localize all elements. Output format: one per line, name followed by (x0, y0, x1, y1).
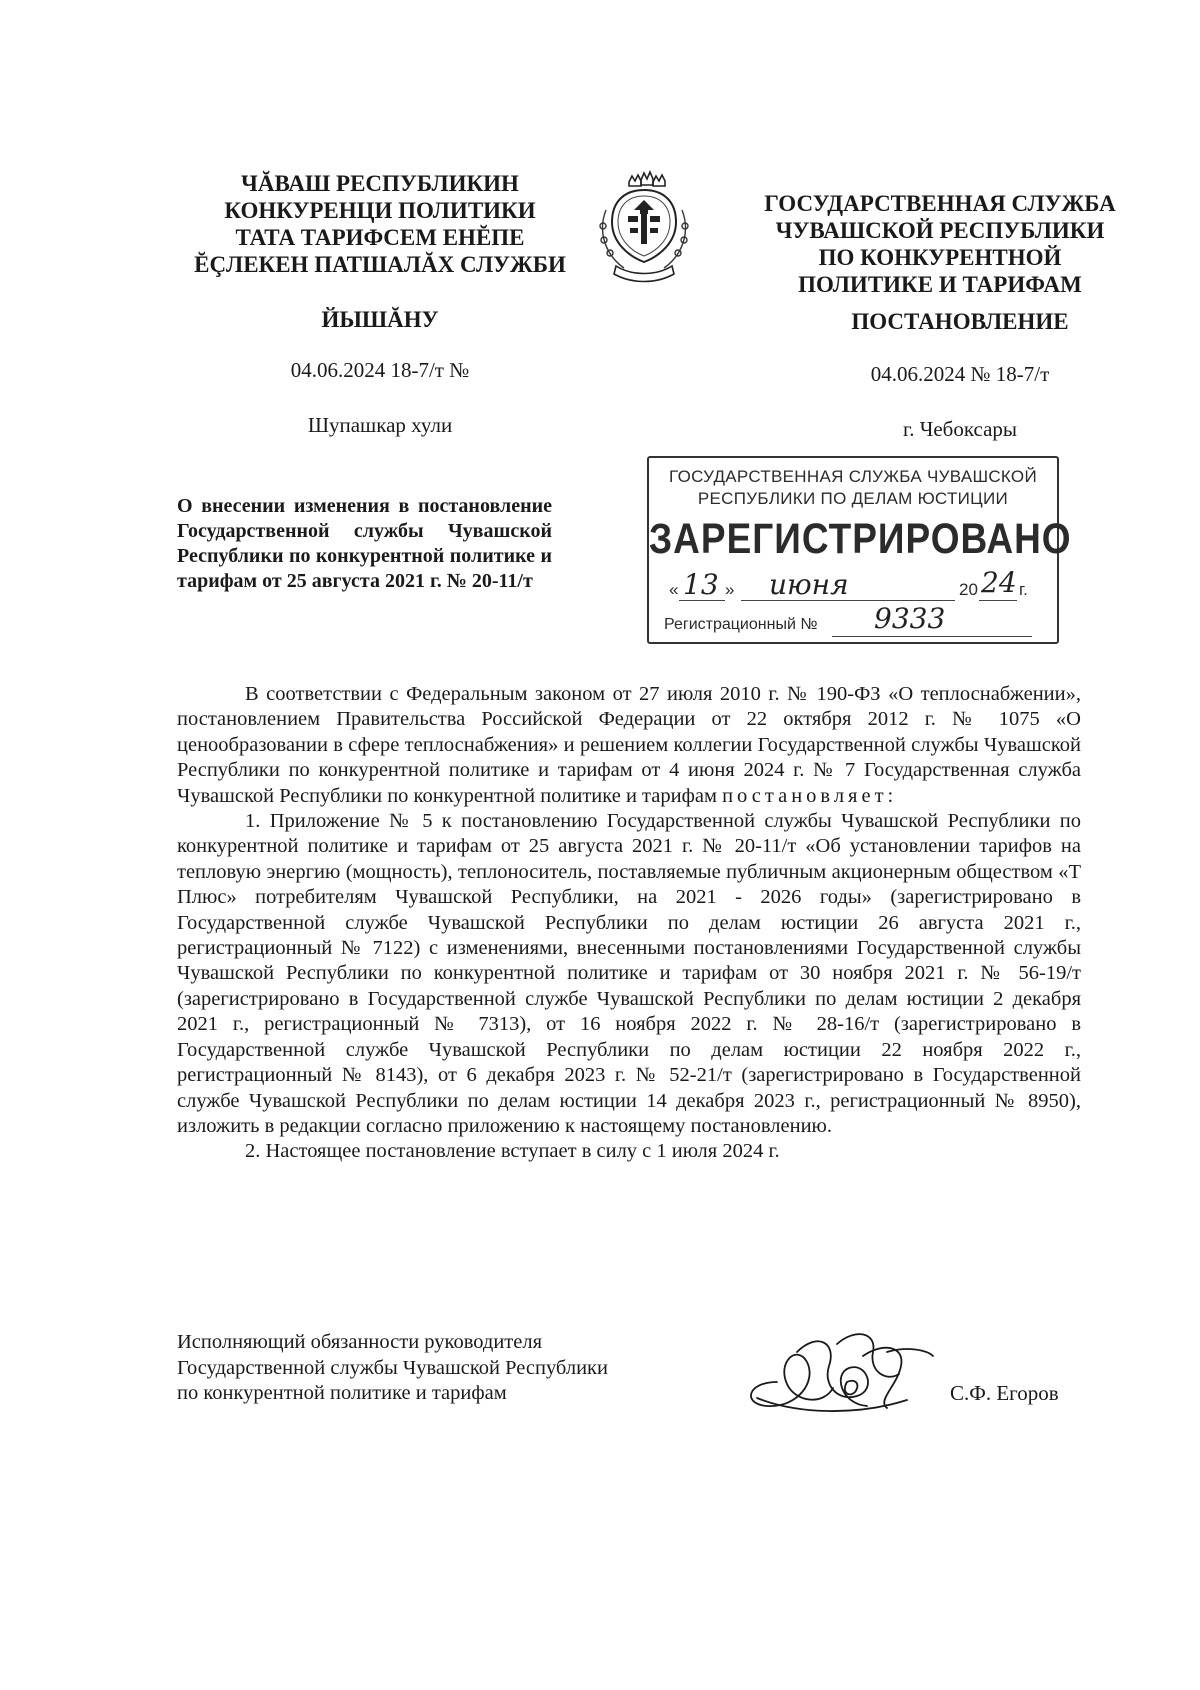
doc-title-right: ПОСТАНОВЛЕНИЕ (851, 309, 1069, 334)
stamp-reg-label: Регистрационный № (664, 616, 818, 633)
header-left-org-line: ТАТА ТАРИФСЕМ ЕНĔПЕ (235, 225, 525, 250)
stamp-open-quote: « (669, 580, 679, 599)
stamp-year-underline (979, 600, 1017, 601)
header-left-org (180, 170, 580, 278)
body-intro-paragraph (177, 682, 1081, 809)
header-right-org (720, 190, 1160, 298)
signer-position (177, 1330, 737, 1407)
header-right-org-line: ЧУВАШСКОЙ РЕСПУБЛИКИ (775, 218, 1105, 243)
doc-date-right: 04.06.2024 № 18-7/т (870, 362, 1050, 386)
stamp-month: июня (769, 568, 849, 601)
body-intro: В соответствии с Федеральным законом от 27 июля 2010 г. № 190-ФЗ «О теплоснабжении», постановлением Правительства Российской Федерации от 22 октября 2012 г. № 1075 «О ценообразовании в сфере теплоснабжения» и решением коллегии Государственной службы Чувашской Республики по конкурентной политике и тарифам от 4 июня 2024 г. № 7 Государственная служба Чувашской Республики по конкурентной политике и тарифам (177, 683, 1081, 807)
registration-stamp (647, 456, 1072, 644)
stamp-reg-underline (832, 636, 1032, 637)
stamp-org-line: ГОСУДАРСТВЕННАЯ СЛУЖБА ЧУВАШСКОЙ (669, 467, 1037, 486)
stamp-close-quote: » (725, 580, 735, 599)
signer-position-line: по конкурентной политике и тарифам (177, 1382, 507, 1404)
signer-position-line: Государственной службы Чувашской Республики (177, 1356, 608, 1379)
stamp-date-row (669, 566, 1047, 604)
stamp-status: ЗАРЕГИСТРИРОВАНО (649, 514, 1072, 562)
signer-position-line: Исполняющий обязанности руководителя (177, 1331, 543, 1353)
stamp-year-mark: г. (1019, 580, 1028, 599)
stamp-org (649, 466, 1057, 510)
doc-title-left: ЙЫШĂНУ (321, 307, 439, 332)
stamp-year-suffix: 24 (981, 566, 1017, 599)
header-right-org-line: ПОЛИТИКЕ И ТАРИФАМ (798, 272, 1082, 297)
stamp-day: 13 (683, 568, 719, 601)
header-left-org-line: КОНКУРЕНЦИ ПОЛИТИКИ (224, 198, 536, 223)
stamp-org-line: РЕСПУБЛИКИ ПО ДЕЛАМ ЮСТИЦИИ (697, 489, 1009, 508)
header-left-org-line: ĔÇЛЕКЕН ПАТШАЛĂХ СЛУЖБИ (194, 252, 566, 277)
chuvash-emblem-icon (594, 170, 694, 285)
doc-subject: О внесении изменения в постановление Государственной службы Чувашской Республики по конкурентной политике и тарифам от 25 августа 2021 г. № 20-11/т (177, 495, 552, 592)
doc-city-right: г. Чебоксары (902, 417, 1018, 441)
header-left-org-line: ЧĂВАШ РЕСПУБЛИКИН (241, 171, 519, 196)
doc-city-left: Шупашкар хули (307, 413, 453, 437)
body-item-2: 2. Настоящее постановление вступает в силу с 1 июля 2024 г. (245, 1140, 780, 1163)
doc-body (177, 682, 1081, 1165)
body-intro-verb: постановляет: (722, 784, 898, 807)
stamp-month-underline (741, 600, 955, 601)
stamp-reg-number: 9333 (874, 602, 946, 635)
stamp-reg-row (664, 602, 1047, 640)
stamp-day-underline (679, 600, 725, 601)
doc-date-left: 04.06.2024 18-7/т № (290, 358, 470, 382)
signer-name: С.Ф. Егоров (950, 1381, 1059, 1405)
header-right-org-line: ГОСУДАРСТВЕННАЯ СЛУЖБА (764, 191, 1116, 216)
handwritten-signature-icon (737, 1322, 937, 1422)
body-item-1: 1. Приложение № 5 к постановлению Государственной службы Чувашской Республики по конкурентной политике и тарифам от 25 августа 2021 г. № 20-11/т «Об установлении тарифов на тепловую энергию (мощность), теплоноситель, поставляемые публичным акционерным обществом «Т Плюс» потребителям Чувашской Республики, на 2021 - 2026 годы» (зарегистрировано в Государственной службе Чувашской Республики по делам юстиции 26 августа 2021 г., регистрационный № 7122) с изменениями, внесенными постановлениями Государственной службы Чувашской Республики по конкурентной политике и тарифам от 30 ноября 2021 г. № 56-19/т (зарегистрировано в Государственной службе Чувашской Республики по делам юстиции 2 декабря 2021 г., регистрационный № 7313), от 16 ноября 2022 г. № 28-16/т (зарегистрировано в Государственной службе Чувашской Республики по делам юстиции 22 ноября 2022 г., регистрационный № 8143), от 6 декабря 2023 г. № 52-21/т (зарегистрировано в Государственной службе Чувашской Республики по делам юстиции 14 декабря 2023 г., регистрационный № 8950), изложить в редакции согласно приложению к настоящему постановлению. (177, 810, 1081, 1137)
header-right-org-line: ПО КОНКУРЕНТНОЙ (818, 245, 1062, 270)
stamp-year-prefix: 20 (959, 580, 978, 599)
